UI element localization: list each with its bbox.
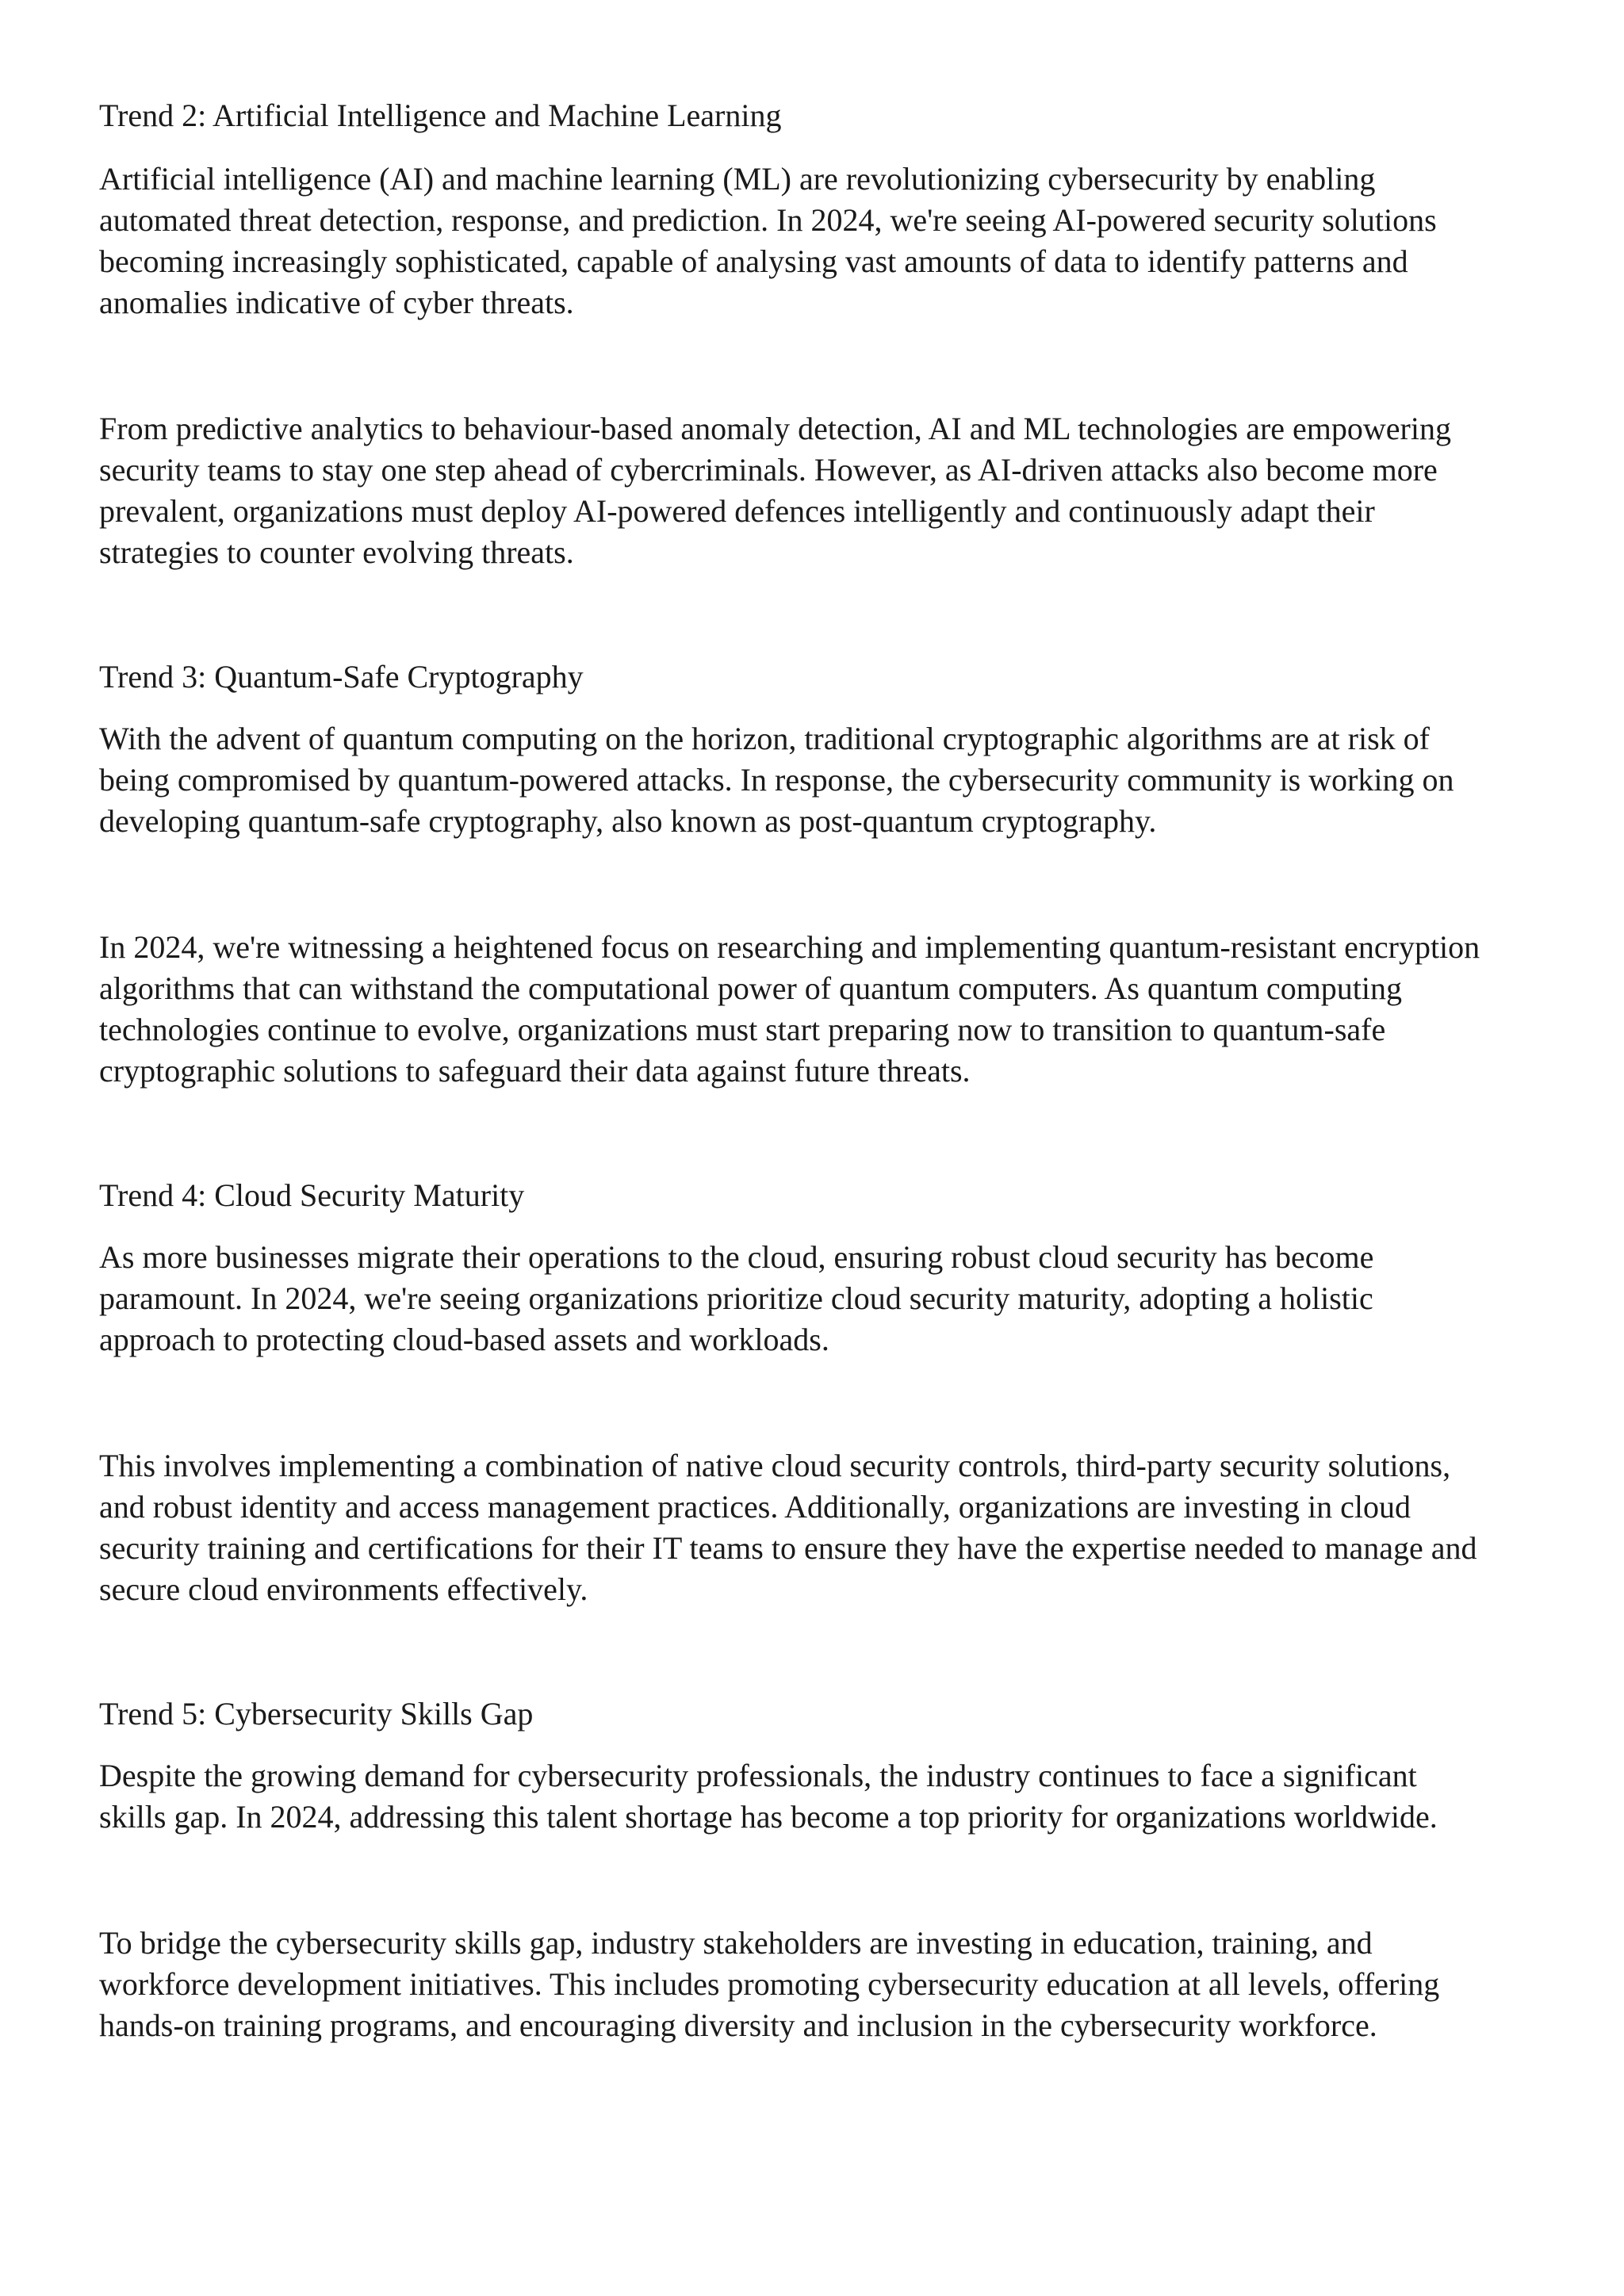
paragraph-line: With the advent of quantum computing on the horizon, traditional cryptographic algorithms are at risk of bbox=[99, 721, 1430, 756]
paragraph-line: being compromised by quantum-powered attacks. In response, the cybersecurity community is working on bbox=[99, 762, 1454, 798]
paragraph-line: developing quantum-safe cryptography, also known as post-quantum cryptography. bbox=[99, 803, 1157, 839]
paragraph-line: secure cloud environments effectively. bbox=[99, 1571, 588, 1607]
paragraph bbox=[99, 1755, 1550, 1838]
paragraph bbox=[99, 159, 1550, 323]
section-heading bbox=[99, 95, 1550, 136]
paragraph bbox=[99, 408, 1550, 573]
paragraph-line: hands-on training programs, and encouraging diversity and inclusion in the cybersecurity workforce. bbox=[99, 2007, 1377, 2043]
paragraph-line: From predictive analytics to behaviour-based anomaly detection, AI and ML technologies are empowering bbox=[99, 411, 1451, 446]
paragraph-line: technologies continue to evolve, organizations must start preparing now to transition to quantum-safe bbox=[99, 1012, 1386, 1047]
paragraph-line: cryptographic solutions to safeguard their data against future threats. bbox=[99, 1053, 971, 1089]
paragraph-line: paramount. In 2024, we're seeing organizations prioritize cloud security maturity, adopting a holistic bbox=[99, 1280, 1373, 1316]
heading-text: Trend 5: Cybersecurity Skills Gap bbox=[99, 1696, 534, 1732]
section-heading bbox=[99, 1693, 1550, 1735]
paragraph bbox=[99, 927, 1550, 1092]
paragraph-line: approach to protecting cloud-based assets and workloads. bbox=[99, 1322, 829, 1357]
paragraph bbox=[99, 1923, 1550, 2046]
paragraph-line: security teams to stay one step ahead of cybercriminals. However, as AI-driven attacks also become more bbox=[99, 452, 1438, 488]
paragraph bbox=[99, 1237, 1550, 1360]
heading-text: Trend 2: Artificial Intelligence and Machine Learning bbox=[99, 98, 782, 133]
heading-text: Trend 4: Cloud Security Maturity bbox=[99, 1177, 525, 1213]
paragraph-line: As more businesses migrate their operations to the cloud, ensuring robust cloud security has become bbox=[99, 1239, 1374, 1275]
paragraph-line: In 2024, we're witnessing a heightened focus on researching and implementing quantum-resistant encryption bbox=[99, 929, 1480, 965]
paragraph-line: To bridge the cybersecurity skills gap, industry stakeholders are investing in education, training, and bbox=[99, 1925, 1373, 1961]
paragraph-line: This involves implementing a combination of native cloud security controls, third-party security solutions, bbox=[99, 1448, 1451, 1483]
paragraph-line: Artificial intelligence (AI) and machine learning (ML) are revolutionizing cybersecurity by enabling bbox=[99, 161, 1376, 197]
section-heading bbox=[99, 656, 1550, 698]
paragraph-line: and robust identity and access management practices. Additionally, organizations are investing in cloud bbox=[99, 1489, 1411, 1525]
paragraph bbox=[99, 718, 1550, 842]
paragraph-line: anomalies indicative of cyber threats. bbox=[99, 285, 574, 320]
paragraph-line: automated threat detection, response, and prediction. In 2024, we're seeing AI-powered security solutions bbox=[99, 202, 1437, 238]
section-heading bbox=[99, 1175, 1550, 1216]
paragraph-line: algorithms that can withstand the computational power of quantum computers. As quantum computing bbox=[99, 970, 1403, 1006]
paragraph-line: becoming increasingly sophisticated, capable of analysing vast amounts of data to identify patterns and bbox=[99, 243, 1408, 279]
paragraph-line: security training and certifications for their IT teams to ensure they have the expertise needed to manage and bbox=[99, 1530, 1477, 1566]
paragraph-line: Despite the growing demand for cybersecurity professionals, the industry continues to face a significant bbox=[99, 1758, 1417, 1793]
heading-text: Trend 3: Quantum-Safe Cryptography bbox=[99, 659, 584, 695]
paragraph bbox=[99, 1445, 1550, 1610]
paragraph-line: strategies to counter evolving threats. bbox=[99, 534, 574, 570]
paragraph-line: workforce development initiatives. This includes promoting cybersecurity education at all levels, offering bbox=[99, 1966, 1440, 2002]
paragraph-line: prevalent, organizations must deploy AI-powered defences intelligently and continuously adapt their bbox=[99, 493, 1375, 529]
paragraph-line: skills gap. In 2024, addressing this talent shortage has become a top priority for organizations worldwide. bbox=[99, 1799, 1438, 1835]
